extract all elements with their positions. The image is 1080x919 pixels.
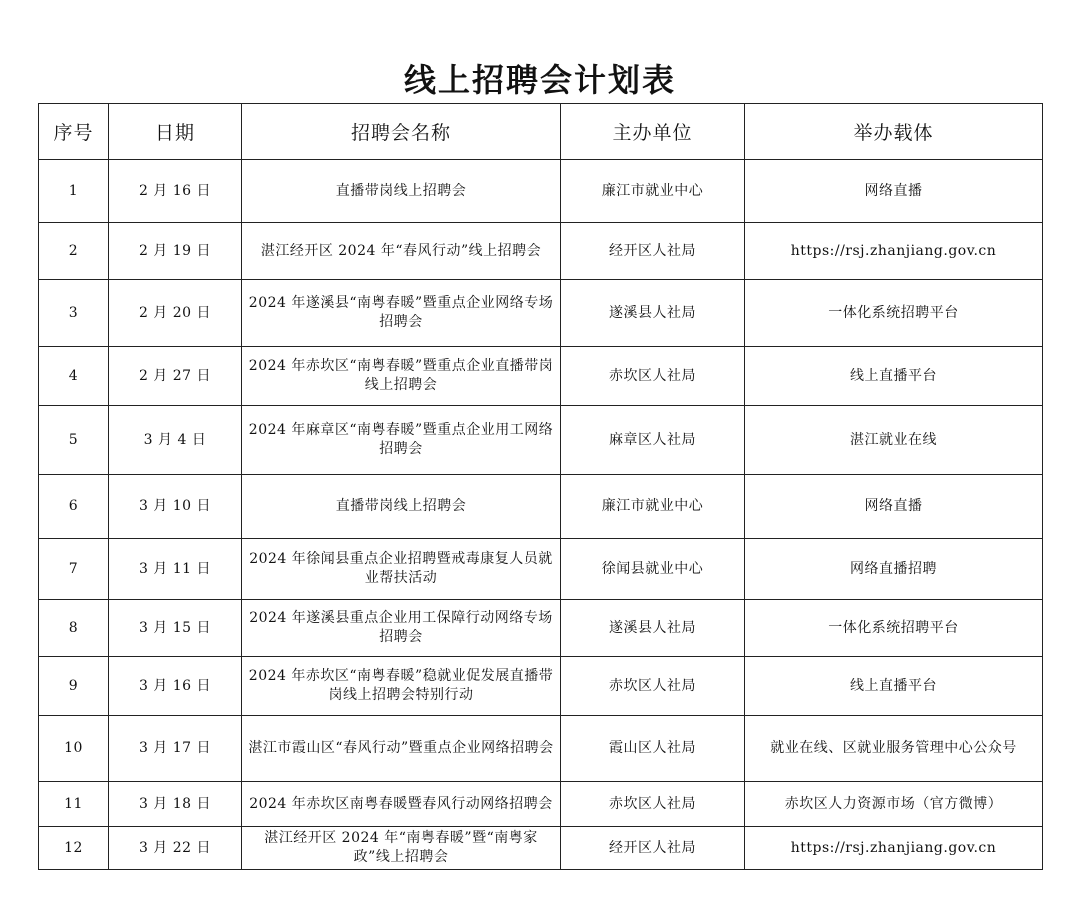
- cell-organizer: 遂溪县人社局: [561, 600, 745, 657]
- table-row: [39, 716, 1043, 782]
- cell-name: 湛江经开区 2024 年“南粤春暖”暨“南粤家政”线上招聘会: [242, 827, 561, 870]
- cell-platform: 一体化系统招聘平台: [745, 280, 1043, 347]
- cell-index: 2: [39, 223, 109, 280]
- cell-date: 3 月 15 日: [109, 600, 242, 657]
- cell-organizer: 经开区人社局: [561, 827, 745, 870]
- table-row: [39, 782, 1043, 827]
- cell-index: 12: [39, 827, 109, 870]
- cell-organizer: 霞山区人社局: [561, 716, 745, 782]
- cell-platform: 网络直播招聘: [745, 539, 1043, 600]
- cell-organizer: 遂溪县人社局: [561, 280, 745, 347]
- cell-platform: https://rsj.zhanjiang.gov.cn: [745, 223, 1043, 280]
- cell-organizer: 廉江市就业中心: [561, 160, 745, 223]
- cell-platform: 湛江就业在线: [745, 406, 1043, 475]
- cell-organizer: 麻章区人社局: [561, 406, 745, 475]
- cell-organizer: 经开区人社局: [561, 223, 745, 280]
- cell-platform: 线上直播平台: [745, 347, 1043, 406]
- cell-date: 2 月 27 日: [109, 347, 242, 406]
- cell-index: 4: [39, 347, 109, 406]
- header-platform: 举办载体: [745, 104, 1043, 160]
- table-row: [39, 657, 1043, 716]
- cell-organizer: 赤坎区人社局: [561, 347, 745, 406]
- cell-date: 3 月 11 日: [109, 539, 242, 600]
- header-index: 序号: [39, 104, 109, 160]
- cell-index: 5: [39, 406, 109, 475]
- table-row: [39, 475, 1043, 539]
- table-row: [39, 600, 1043, 657]
- cell-platform: 线上直播平台: [745, 657, 1043, 716]
- cell-name: 2024 年赤坎区“南粤春暖”稳就业促发展直播带岗线上招聘会特别行动: [242, 657, 561, 716]
- cell-index: 6: [39, 475, 109, 539]
- cell-index: 11: [39, 782, 109, 827]
- cell-name: 直播带岗线上招聘会: [242, 160, 561, 223]
- recruitment-plan-table: [38, 103, 1043, 870]
- cell-index: 8: [39, 600, 109, 657]
- cell-platform: 网络直播: [745, 475, 1043, 539]
- cell-index: 9: [39, 657, 109, 716]
- cell-platform: 就业在线、区就业服务管理中心公众号: [745, 716, 1043, 782]
- table-row: [39, 406, 1043, 475]
- cell-name: 2024 年赤坎区南粤春暖暨春风行动网络招聘会: [242, 782, 561, 827]
- table-row: [39, 223, 1043, 280]
- header-name: 招聘会名称: [242, 104, 561, 160]
- table-row: [39, 539, 1043, 600]
- cell-name: 湛江经开区 2024 年“春风行动”线上招聘会: [242, 223, 561, 280]
- cell-date: 2 月 19 日: [109, 223, 242, 280]
- header-date: 日期: [109, 104, 242, 160]
- cell-date: 3 月 22 日: [109, 827, 242, 870]
- cell-date: 3 月 18 日: [109, 782, 242, 827]
- cell-index: 7: [39, 539, 109, 600]
- cell-date: 3 月 16 日: [109, 657, 242, 716]
- cell-index: 10: [39, 716, 109, 782]
- cell-platform: 网络直播: [745, 160, 1043, 223]
- cell-name: 2024 年遂溪县重点企业用工保障行动网络专场招聘会: [242, 600, 561, 657]
- cell-platform: https://rsj.zhanjiang.gov.cn: [745, 827, 1043, 870]
- table-row: [39, 160, 1043, 223]
- table-row: [39, 280, 1043, 347]
- table-header-row: [39, 104, 1043, 160]
- cell-date: 3 月 4 日: [109, 406, 242, 475]
- cell-date: 2 月 16 日: [109, 160, 242, 223]
- cell-index: 3: [39, 280, 109, 347]
- table-row: [39, 827, 1043, 870]
- cell-name: 2024 年赤坎区“南粤春暖”暨重点企业直播带岗线上招聘会: [242, 347, 561, 406]
- cell-organizer: 徐闻县就业中心: [561, 539, 745, 600]
- table-row: [39, 347, 1043, 406]
- page-title: 线上招聘会计划表: [403, 61, 676, 99]
- cell-date: 3 月 10 日: [109, 475, 242, 539]
- header-organizer: 主办单位: [561, 104, 745, 160]
- cell-platform: 一体化系统招聘平台: [745, 600, 1043, 657]
- cell-organizer: 廉江市就业中心: [561, 475, 745, 539]
- cell-index: 1: [39, 160, 109, 223]
- cell-platform: 赤坎区人力资源市场（官方微博）: [745, 782, 1043, 827]
- cell-date: 2 月 20 日: [109, 280, 242, 347]
- cell-date: 3 月 17 日: [109, 716, 242, 782]
- cell-name: 2024 年遂溪县“南粤春暖”暨重点企业网络专场招聘会: [242, 280, 561, 347]
- cell-organizer: 赤坎区人社局: [561, 657, 745, 716]
- cell-name: 直播带岗线上招聘会: [242, 475, 561, 539]
- cell-organizer: 赤坎区人社局: [561, 782, 745, 827]
- cell-name: 湛江市霞山区“春风行动”暨重点企业网络招聘会: [242, 716, 561, 782]
- cell-name: 2024 年麻章区“南粤春暖”暨重点企业用工网络招聘会: [242, 406, 561, 475]
- cell-name: 2024 年徐闻县重点企业招聘暨戒毒康复人员就业帮扶活动: [242, 539, 561, 600]
